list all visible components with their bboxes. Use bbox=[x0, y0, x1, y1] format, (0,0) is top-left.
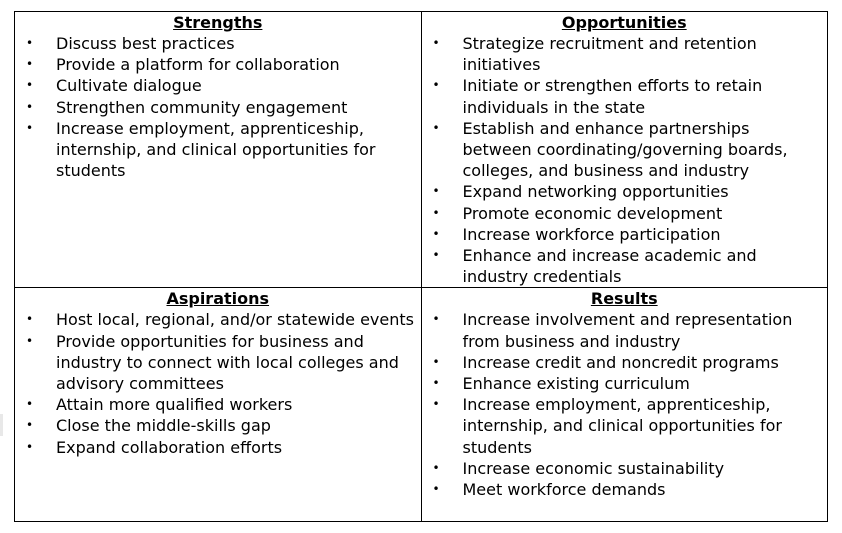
list-item-text: Increase credit and noncredit programs bbox=[462, 352, 779, 372]
list-item-text: Increase involvement and representation from business and industry bbox=[462, 310, 793, 351]
bullet-icon: • bbox=[432, 312, 440, 327]
bullet-icon: • bbox=[26, 397, 34, 412]
strengths-heading: Strengths bbox=[173, 13, 263, 32]
list-item bbox=[422, 75, 828, 117]
bullet-icon: • bbox=[26, 418, 34, 433]
list-item bbox=[422, 352, 828, 373]
bullet-icon: • bbox=[432, 226, 440, 241]
list-item bbox=[422, 458, 828, 479]
list-item bbox=[15, 118, 421, 182]
list-item-text: Increase employment, apprenticeship, internship, and clinical opportunities for students bbox=[462, 395, 782, 457]
list-item-text: Strategize recruitment and retention initiatives bbox=[462, 34, 757, 75]
list-item-text: Establish and enhance partnerships between coordinating/governing boards, colleges, and business and industry bbox=[462, 118, 788, 181]
list-item bbox=[15, 331, 421, 395]
table-row bbox=[15, 288, 828, 522]
bullet-icon: • bbox=[432, 376, 440, 391]
aspirations-cell bbox=[15, 288, 422, 522]
list-item-text: Promote economic development bbox=[462, 203, 723, 223]
list-item-text: Attain more qualified workers bbox=[56, 395, 293, 415]
bullet-icon: • bbox=[432, 397, 440, 412]
list-item bbox=[15, 75, 421, 96]
list-item bbox=[15, 33, 421, 54]
list-item bbox=[15, 415, 421, 436]
list-item bbox=[422, 309, 828, 351]
bullet-icon: • bbox=[432, 205, 440, 220]
soar-analysis-table bbox=[14, 11, 828, 522]
bullet-icon: • bbox=[26, 99, 34, 114]
list-item bbox=[15, 54, 421, 75]
opportunities-heading: Opportunities bbox=[561, 13, 687, 32]
opportunities-list bbox=[422, 33, 828, 287]
opportunities-cell bbox=[421, 12, 828, 288]
bullet-icon: • bbox=[432, 78, 440, 93]
bullet-icon: • bbox=[432, 248, 440, 263]
list-item bbox=[422, 118, 828, 182]
bullet-icon: • bbox=[432, 120, 440, 135]
bullet-icon: • bbox=[432, 354, 440, 369]
bullet-icon: • bbox=[26, 120, 34, 135]
list-item-text: Discuss best practices bbox=[56, 34, 235, 53]
results-heading: Results bbox=[590, 289, 658, 309]
list-item-text: Increase workforce participation bbox=[462, 224, 721, 244]
list-item bbox=[422, 245, 828, 287]
list-item-text: Enhance and increase academic and industry credentials bbox=[462, 246, 757, 287]
bullet-icon: • bbox=[432, 460, 440, 475]
list-item bbox=[422, 181, 828, 202]
list-item-text: Strengthen community engagement bbox=[56, 97, 348, 117]
strengths-list bbox=[15, 33, 421, 181]
results-list bbox=[422, 309, 828, 500]
list-item bbox=[422, 479, 828, 500]
list-item-text: Close the middle-skills gap bbox=[56, 416, 271, 436]
list-item bbox=[422, 224, 828, 245]
results-cell bbox=[421, 288, 828, 522]
list-item-text: Cultivate dialogue bbox=[56, 76, 202, 96]
aspirations-heading: Aspirations bbox=[166, 289, 270, 309]
edge-mark bbox=[0, 414, 3, 436]
bullet-icon: • bbox=[26, 312, 34, 327]
list-item-text: Provide a platform for collaboration bbox=[56, 55, 340, 75]
bullet-icon: • bbox=[432, 184, 440, 199]
bullet-icon: • bbox=[26, 333, 34, 348]
list-item-text: Provide opportunities for business and industry to connect with local colleges and advisory committees bbox=[56, 331, 399, 394]
list-item bbox=[15, 97, 421, 118]
list-item-text: Initiate or strengthen efforts to retain individuals in the state bbox=[462, 76, 763, 117]
list-item-text: Expand collaboration efforts bbox=[56, 437, 283, 457]
bullet-icon: • bbox=[432, 36, 440, 50]
list-item-text: Expand networking opportunities bbox=[462, 182, 729, 202]
bullet-icon: • bbox=[26, 57, 34, 72]
bullet-icon: • bbox=[26, 78, 34, 93]
list-item bbox=[15, 394, 421, 415]
list-item bbox=[422, 203, 828, 224]
list-item-text: Host local, regional, and/or statewide events bbox=[56, 310, 414, 330]
list-item bbox=[15, 309, 421, 330]
list-item bbox=[422, 394, 828, 458]
table-row bbox=[15, 12, 828, 288]
list-item bbox=[15, 437, 421, 458]
list-item-text: Meet workforce demands bbox=[462, 480, 666, 500]
bullet-icon: • bbox=[432, 482, 440, 497]
list-item-text: Enhance existing curriculum bbox=[462, 374, 690, 394]
aspirations-list bbox=[15, 309, 421, 457]
list-item-text: Increase employment, apprenticeship, internship, and clinical opportunities for students bbox=[56, 118, 376, 181]
list-item bbox=[422, 373, 828, 394]
strengths-cell bbox=[15, 12, 422, 288]
list-item bbox=[422, 33, 828, 75]
list-item-text: Increase economic sustainability bbox=[462, 458, 725, 478]
bullet-icon: • bbox=[26, 439, 34, 454]
bullet-icon: • bbox=[26, 36, 34, 50]
